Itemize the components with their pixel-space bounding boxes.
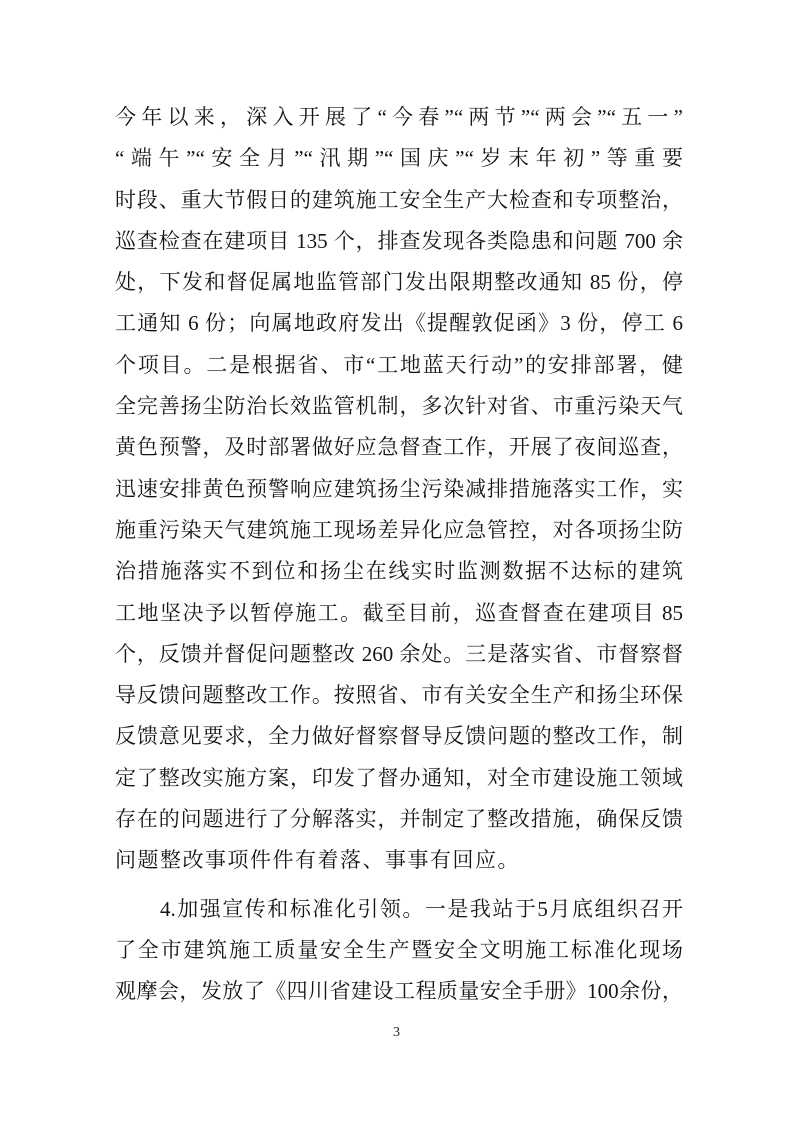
text-line: 问题整改事项件件有着落、事事有回应。 [115, 848, 520, 873]
text-line: 工通知 6 份；向属地政府发出《提醒敦促函》3 份，停工 6 [115, 311, 683, 336]
text-line: 巡查检查在建项目 135 个，排查发现各类隐患和问题 700 余 [115, 228, 683, 253]
document-body [115, 97, 683, 1013]
page-number: 3 [393, 1025, 400, 1040]
text-line: “端午”“安全月”“汛期”“国庆”“岁末年初”等重要 [115, 146, 683, 171]
text-line: 治措施落实不到位和扬尘在线实时监测数据不达标的建筑 [115, 559, 683, 584]
paragraph-continuation [115, 97, 683, 882]
paragraph-item4 [115, 889, 683, 1013]
text-line: 反馈意见要求，全力做好督察督导反馈问题的整改工作，制 [115, 724, 683, 749]
text-line: 时段、重大节假日的建筑施工安全生产大检查和专项整治， [115, 187, 683, 212]
text-line: 个项目。二是根据省、市“工地蓝天行动”的安排部署，健 [115, 352, 683, 377]
text-line: 观摩会，发放了《四川省建设工程质量安全手册》100余份， [115, 979, 683, 1004]
text-line: 定了整改实施方案，印发了督办通知，对全市建设施工领域 [115, 765, 683, 790]
text-line: 今年以来，深入开展了“今春”“两节”“两会”“五一” [115, 105, 683, 129]
text-line: 处，下发和督促属地监管部门发出限期整改通知 85 份，停 [115, 270, 683, 295]
text-line: 黄色预警，及时部署做好应急督查工作，开展了夜间巡查， [115, 435, 683, 460]
text-line: 存在的问题进行了分解落实，并制定了整改措施，确保反馈 [115, 807, 683, 832]
text-line: 全完善扬尘防治长效监管机制，多次针对省、市重污染天气 [115, 394, 683, 419]
text-line: 迅速安排黄色预警响应建筑扬尘污染减排措施落实工作，实 [115, 476, 683, 501]
text-line: 施重污染天气建筑施工现场差异化应急管控，对各项扬尘防 [115, 517, 683, 542]
text-line: 4.加强宣传和标准化引领。一是我站于5月底组织召开 [160, 896, 683, 921]
text-line: 个，反馈并督促问题整改 260 余处。三是落实省、市督察督 [115, 641, 683, 666]
text-line: 导反馈问题整改工作。按照省、市有关安全生产和扬尘环保 [115, 683, 683, 708]
text-line: 了全市建筑施工质量安全生产暨安全文明施工标准化现场 [115, 937, 683, 962]
text-line: 工地坚决予以暂停施工。截至目前，巡查督查在建项目 85 [115, 600, 683, 625]
